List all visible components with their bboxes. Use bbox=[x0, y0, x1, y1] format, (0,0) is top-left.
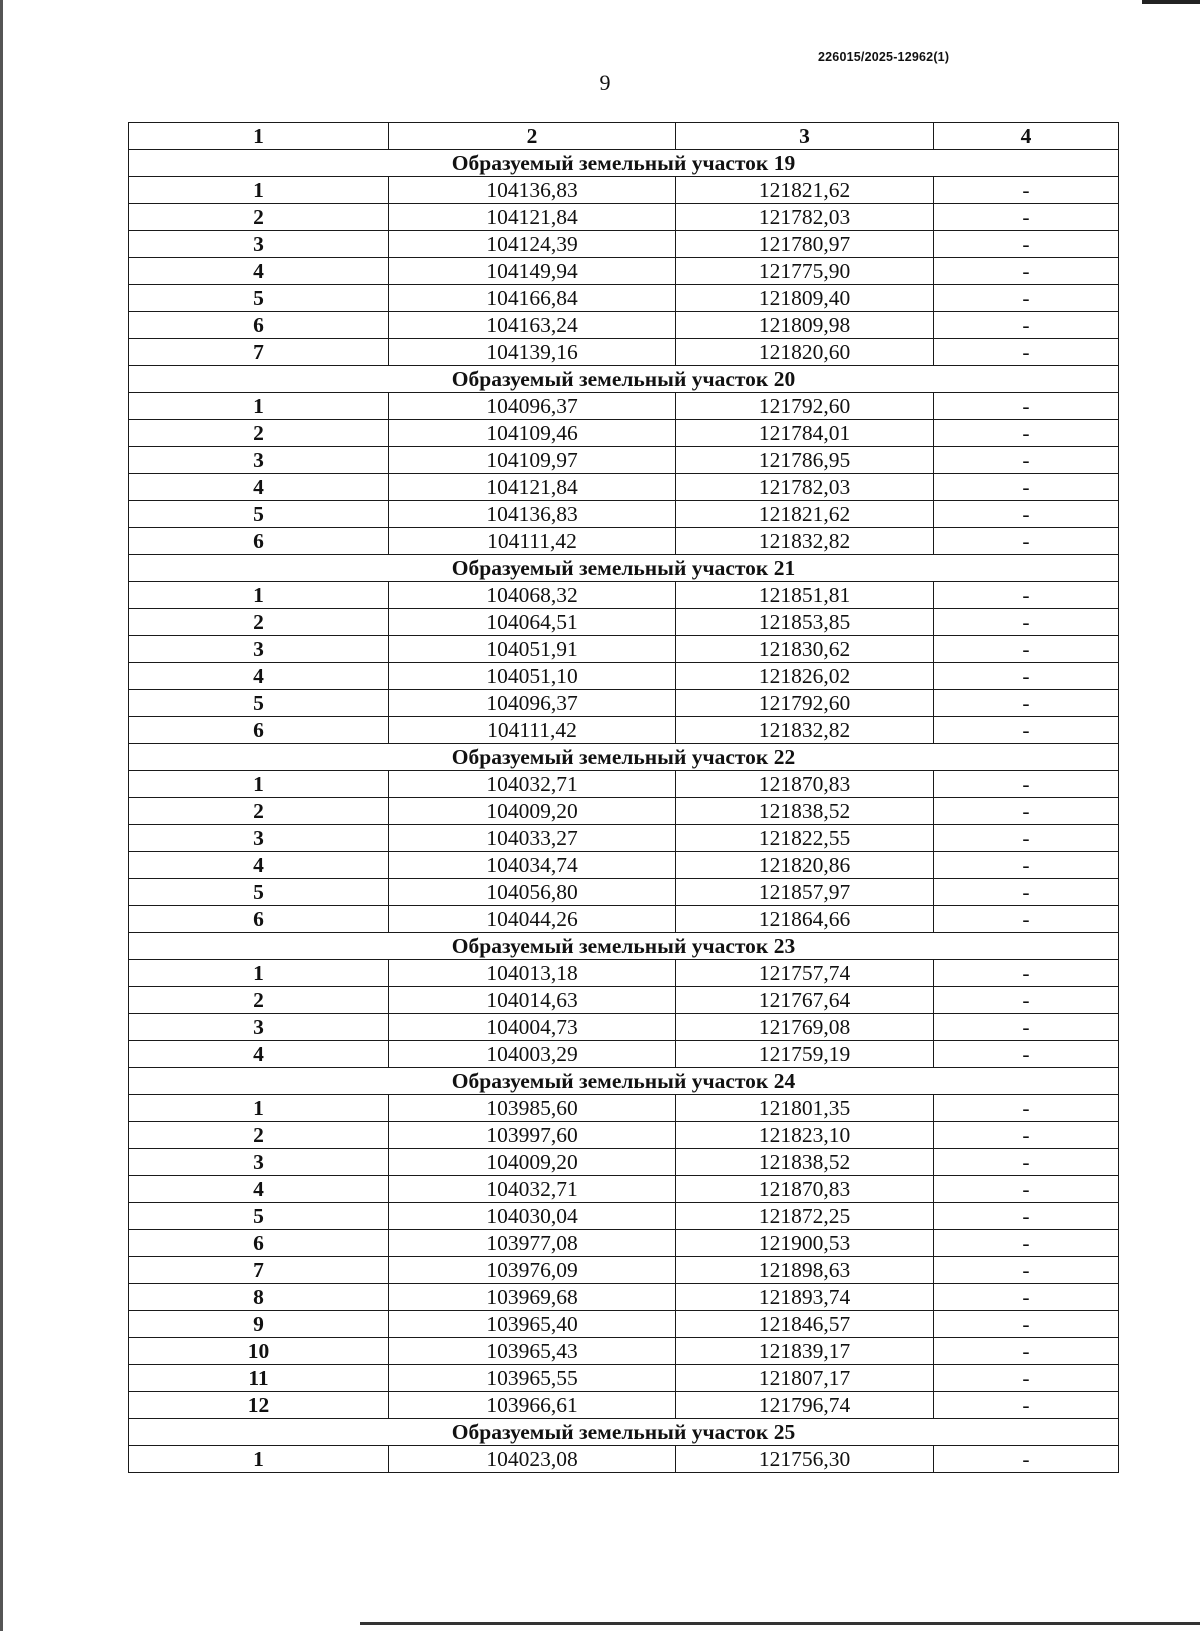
y-coordinate-cell: 121870,83 bbox=[676, 771, 934, 798]
table-row bbox=[129, 1122, 1119, 1149]
point-number-cell: 6 bbox=[129, 906, 389, 933]
y-coordinate-cell: 121857,97 bbox=[676, 879, 934, 906]
y-coordinate-cell: 121784,01 bbox=[676, 420, 934, 447]
x-coordinate-cell: 103976,09 bbox=[389, 1257, 676, 1284]
x-coordinate-cell: 104124,39 bbox=[389, 231, 676, 258]
section-title: Образуемый земельный участок 25 bbox=[129, 1419, 1119, 1446]
table-header bbox=[129, 123, 1119, 150]
x-coordinate-cell: 103965,55 bbox=[389, 1365, 676, 1392]
table-row bbox=[129, 690, 1119, 717]
table-row bbox=[129, 663, 1119, 690]
point-number-cell: 5 bbox=[129, 879, 389, 906]
mean-error-cell: - bbox=[934, 285, 1119, 312]
mean-error-cell: - bbox=[934, 609, 1119, 636]
table-row bbox=[129, 582, 1119, 609]
section-title: Образуемый земельный участок 20 bbox=[129, 366, 1119, 393]
table-row bbox=[129, 825, 1119, 852]
mean-error-cell: - bbox=[934, 1149, 1119, 1176]
x-coordinate-cell: 104056,80 bbox=[389, 879, 676, 906]
y-coordinate-cell: 121851,81 bbox=[676, 582, 934, 609]
table-row bbox=[129, 1392, 1119, 1419]
table-row bbox=[129, 960, 1119, 987]
point-number-cell: 5 bbox=[129, 285, 389, 312]
mean-error-cell: - bbox=[934, 582, 1119, 609]
point-number-cell: 5 bbox=[129, 1203, 389, 1230]
point-number-cell: 12 bbox=[129, 1392, 389, 1419]
y-coordinate-cell: 121786,95 bbox=[676, 447, 934, 474]
x-coordinate-cell: 104149,94 bbox=[389, 258, 676, 285]
y-coordinate-cell: 121839,17 bbox=[676, 1338, 934, 1365]
y-coordinate-cell: 121846,57 bbox=[676, 1311, 934, 1338]
y-coordinate-cell: 121792,60 bbox=[676, 393, 934, 420]
table-row bbox=[129, 1446, 1119, 1473]
point-number-cell: 2 bbox=[129, 1122, 389, 1149]
point-number-cell: 1 bbox=[129, 1446, 389, 1473]
section-header-row bbox=[129, 1068, 1119, 1095]
x-coordinate-cell: 104023,08 bbox=[389, 1446, 676, 1473]
point-number-cell: 2 bbox=[129, 798, 389, 825]
point-number-cell: 1 bbox=[129, 771, 389, 798]
x-coordinate-cell: 104136,83 bbox=[389, 501, 676, 528]
x-coordinate-cell: 103969,68 bbox=[389, 1284, 676, 1311]
y-coordinate-cell: 121838,52 bbox=[676, 1149, 934, 1176]
y-coordinate-cell: 121893,74 bbox=[676, 1284, 934, 1311]
y-coordinate-cell: 121756,30 bbox=[676, 1446, 934, 1473]
table-row bbox=[129, 1149, 1119, 1176]
table-row bbox=[129, 798, 1119, 825]
table-row bbox=[129, 474, 1119, 501]
x-coordinate-cell: 104009,20 bbox=[389, 1149, 676, 1176]
y-coordinate-cell: 121809,40 bbox=[676, 285, 934, 312]
y-coordinate-cell: 121832,82 bbox=[676, 528, 934, 555]
point-number-cell: 1 bbox=[129, 393, 389, 420]
y-coordinate-cell: 121801,35 bbox=[676, 1095, 934, 1122]
table-row bbox=[129, 1203, 1119, 1230]
mean-error-cell: - bbox=[934, 474, 1119, 501]
mean-error-cell: - bbox=[934, 231, 1119, 258]
point-number-cell: 6 bbox=[129, 717, 389, 744]
x-coordinate-cell: 104096,37 bbox=[389, 690, 676, 717]
section-header-row bbox=[129, 150, 1119, 177]
table-row bbox=[129, 1365, 1119, 1392]
point-number-cell: 8 bbox=[129, 1284, 389, 1311]
table-row bbox=[129, 906, 1119, 933]
x-coordinate-cell: 104004,73 bbox=[389, 1014, 676, 1041]
point-number-cell: 1 bbox=[129, 1095, 389, 1122]
table-row bbox=[129, 1014, 1119, 1041]
x-coordinate-cell: 104068,32 bbox=[389, 582, 676, 609]
column-header-2: 2 bbox=[389, 123, 676, 150]
x-coordinate-cell: 104111,42 bbox=[389, 717, 676, 744]
table-row bbox=[129, 312, 1119, 339]
mean-error-cell: - bbox=[934, 771, 1119, 798]
y-coordinate-cell: 121759,19 bbox=[676, 1041, 934, 1068]
section-header-row bbox=[129, 933, 1119, 960]
y-coordinate-cell: 121872,25 bbox=[676, 1203, 934, 1230]
mean-error-cell: - bbox=[934, 1392, 1119, 1419]
point-number-cell: 4 bbox=[129, 852, 389, 879]
point-number-cell: 5 bbox=[129, 690, 389, 717]
x-coordinate-cell: 104044,26 bbox=[389, 906, 676, 933]
x-coordinate-cell: 104121,84 bbox=[389, 474, 676, 501]
point-number-cell: 7 bbox=[129, 1257, 389, 1284]
mean-error-cell: - bbox=[934, 690, 1119, 717]
mean-error-cell: - bbox=[934, 393, 1119, 420]
scan-bottom-line bbox=[360, 1622, 1200, 1625]
mean-error-cell: - bbox=[934, 825, 1119, 852]
point-number-cell: 4 bbox=[129, 474, 389, 501]
section-header-row bbox=[129, 366, 1119, 393]
point-number-cell: 1 bbox=[129, 582, 389, 609]
mean-error-cell: - bbox=[934, 1095, 1119, 1122]
table-row bbox=[129, 231, 1119, 258]
table-row bbox=[129, 285, 1119, 312]
point-number-cell: 3 bbox=[129, 447, 389, 474]
table-row bbox=[129, 501, 1119, 528]
y-coordinate-cell: 121821,62 bbox=[676, 501, 934, 528]
point-number-cell: 9 bbox=[129, 1311, 389, 1338]
y-coordinate-cell: 121822,55 bbox=[676, 825, 934, 852]
mean-error-cell: - bbox=[934, 1122, 1119, 1149]
y-coordinate-cell: 121757,74 bbox=[676, 960, 934, 987]
y-coordinate-cell: 121767,64 bbox=[676, 987, 934, 1014]
mean-error-cell: - bbox=[934, 1230, 1119, 1257]
table-row bbox=[129, 1095, 1119, 1122]
table-row bbox=[129, 1257, 1119, 1284]
table-row bbox=[129, 1311, 1119, 1338]
point-number-cell: 1 bbox=[129, 177, 389, 204]
point-number-cell: 6 bbox=[129, 312, 389, 339]
point-number-cell: 6 bbox=[129, 528, 389, 555]
y-coordinate-cell: 121830,62 bbox=[676, 636, 934, 663]
x-coordinate-cell: 104013,18 bbox=[389, 960, 676, 987]
point-number-cell: 4 bbox=[129, 663, 389, 690]
mean-error-cell: - bbox=[934, 960, 1119, 987]
table-row bbox=[129, 528, 1119, 555]
mean-error-cell: - bbox=[934, 204, 1119, 231]
x-coordinate-cell: 104033,27 bbox=[389, 825, 676, 852]
table-row bbox=[129, 987, 1119, 1014]
table-row bbox=[129, 420, 1119, 447]
column-header-4: 4 bbox=[934, 123, 1119, 150]
x-coordinate-cell: 103965,43 bbox=[389, 1338, 676, 1365]
point-number-cell: 3 bbox=[129, 1149, 389, 1176]
x-coordinate-cell: 104009,20 bbox=[389, 798, 676, 825]
mean-error-cell: - bbox=[934, 717, 1119, 744]
x-coordinate-cell: 103965,40 bbox=[389, 1311, 676, 1338]
table-row bbox=[129, 879, 1119, 906]
point-number-cell: 5 bbox=[129, 501, 389, 528]
x-coordinate-cell: 103985,60 bbox=[389, 1095, 676, 1122]
point-number-cell: 2 bbox=[129, 420, 389, 447]
x-coordinate-cell: 104166,84 bbox=[389, 285, 676, 312]
mean-error-cell: - bbox=[934, 1014, 1119, 1041]
x-coordinate-cell: 103997,60 bbox=[389, 1122, 676, 1149]
mean-error-cell: - bbox=[934, 258, 1119, 285]
section-header-row bbox=[129, 1419, 1119, 1446]
x-coordinate-cell: 104109,46 bbox=[389, 420, 676, 447]
y-coordinate-cell: 121807,17 bbox=[676, 1365, 934, 1392]
mean-error-cell: - bbox=[934, 312, 1119, 339]
table-row bbox=[129, 447, 1119, 474]
table-row bbox=[129, 177, 1119, 204]
mean-error-cell: - bbox=[934, 1446, 1119, 1473]
x-coordinate-cell: 104051,91 bbox=[389, 636, 676, 663]
scan-left-edge bbox=[0, 0, 3, 1631]
table-row bbox=[129, 717, 1119, 744]
x-coordinate-cell: 104051,10 bbox=[389, 663, 676, 690]
mean-error-cell: - bbox=[934, 663, 1119, 690]
point-number-cell: 11 bbox=[129, 1365, 389, 1392]
column-header-3: 3 bbox=[676, 123, 934, 150]
table-row bbox=[129, 204, 1119, 231]
y-coordinate-cell: 121775,90 bbox=[676, 258, 934, 285]
point-number-cell: 3 bbox=[129, 231, 389, 258]
table-row bbox=[129, 636, 1119, 663]
mean-error-cell: - bbox=[934, 1041, 1119, 1068]
x-coordinate-cell: 104014,63 bbox=[389, 987, 676, 1014]
y-coordinate-cell: 121821,62 bbox=[676, 177, 934, 204]
point-number-cell: 10 bbox=[129, 1338, 389, 1365]
x-coordinate-cell: 104139,16 bbox=[389, 339, 676, 366]
column-header-1: 1 bbox=[129, 123, 389, 150]
x-coordinate-cell: 104003,29 bbox=[389, 1041, 676, 1068]
table-row bbox=[129, 609, 1119, 636]
table-body bbox=[129, 150, 1119, 1473]
mean-error-cell: - bbox=[934, 636, 1119, 663]
y-coordinate-cell: 121782,03 bbox=[676, 204, 934, 231]
mean-error-cell: - bbox=[934, 987, 1119, 1014]
y-coordinate-cell: 121832,82 bbox=[676, 717, 934, 744]
section-header-row bbox=[129, 555, 1119, 582]
table-row bbox=[129, 393, 1119, 420]
header-row bbox=[129, 123, 1119, 150]
scan-top-marks bbox=[1142, 0, 1200, 4]
x-coordinate-cell: 103966,61 bbox=[389, 1392, 676, 1419]
y-coordinate-cell: 121823,10 bbox=[676, 1122, 934, 1149]
table-row bbox=[129, 1176, 1119, 1203]
point-number-cell: 3 bbox=[129, 1014, 389, 1041]
mean-error-cell: - bbox=[934, 528, 1119, 555]
x-coordinate-cell: 104030,04 bbox=[389, 1203, 676, 1230]
table-row bbox=[129, 1041, 1119, 1068]
mean-error-cell: - bbox=[934, 1176, 1119, 1203]
y-coordinate-cell: 121826,02 bbox=[676, 663, 934, 690]
mean-error-cell: - bbox=[934, 1338, 1119, 1365]
x-coordinate-cell: 104111,42 bbox=[389, 528, 676, 555]
point-number-cell: 4 bbox=[129, 258, 389, 285]
section-title: Образуемый земельный участок 21 bbox=[129, 555, 1119, 582]
mean-error-cell: - bbox=[934, 339, 1119, 366]
page-number: 9 bbox=[599, 70, 611, 95]
y-coordinate-cell: 121820,86 bbox=[676, 852, 934, 879]
y-coordinate-cell: 121898,63 bbox=[676, 1257, 934, 1284]
x-coordinate-cell: 104032,71 bbox=[389, 771, 676, 798]
point-number-cell: 1 bbox=[129, 960, 389, 987]
point-number-cell: 4 bbox=[129, 1176, 389, 1203]
y-coordinate-cell: 121820,60 bbox=[676, 339, 934, 366]
mean-error-cell: - bbox=[934, 1365, 1119, 1392]
x-coordinate-cell: 104032,71 bbox=[389, 1176, 676, 1203]
y-coordinate-cell: 121796,74 bbox=[676, 1392, 934, 1419]
y-coordinate-cell: 121782,03 bbox=[676, 474, 934, 501]
table-row bbox=[129, 771, 1119, 798]
mean-error-cell: - bbox=[934, 879, 1119, 906]
mean-error-cell: - bbox=[934, 1311, 1119, 1338]
table-row bbox=[129, 1230, 1119, 1257]
mean-error-cell: - bbox=[934, 501, 1119, 528]
x-coordinate-cell: 104064,51 bbox=[389, 609, 676, 636]
y-coordinate-cell: 121838,52 bbox=[676, 798, 934, 825]
y-coordinate-cell: 121853,85 bbox=[676, 609, 934, 636]
table-row bbox=[129, 1284, 1119, 1311]
x-coordinate-cell: 104034,74 bbox=[389, 852, 676, 879]
y-coordinate-cell: 121864,66 bbox=[676, 906, 934, 933]
coordinates-table bbox=[128, 122, 1119, 1473]
point-number-cell: 3 bbox=[129, 636, 389, 663]
table-row bbox=[129, 1338, 1119, 1365]
mean-error-cell: - bbox=[934, 1203, 1119, 1230]
y-coordinate-cell: 121900,53 bbox=[676, 1230, 934, 1257]
mean-error-cell: - bbox=[934, 420, 1119, 447]
section-title: Образуемый земельный участок 24 bbox=[129, 1068, 1119, 1095]
x-coordinate-cell: 104121,84 bbox=[389, 204, 676, 231]
y-coordinate-cell: 121769,08 bbox=[676, 1014, 934, 1041]
point-number-cell: 3 bbox=[129, 825, 389, 852]
mean-error-cell: - bbox=[934, 906, 1119, 933]
mean-error-cell: - bbox=[934, 1257, 1119, 1284]
table-row bbox=[129, 339, 1119, 366]
mean-error-cell: - bbox=[934, 447, 1119, 474]
mean-error-cell: - bbox=[934, 798, 1119, 825]
x-coordinate-cell: 104109,97 bbox=[389, 447, 676, 474]
mean-error-cell: - bbox=[934, 1284, 1119, 1311]
x-coordinate-cell: 104163,24 bbox=[389, 312, 676, 339]
mean-error-cell: - bbox=[934, 852, 1119, 879]
y-coordinate-cell: 121809,98 bbox=[676, 312, 934, 339]
point-number-cell: 6 bbox=[129, 1230, 389, 1257]
point-number-cell: 4 bbox=[129, 1041, 389, 1068]
point-number-cell: 2 bbox=[129, 609, 389, 636]
mean-error-cell: - bbox=[934, 177, 1119, 204]
y-coordinate-cell: 121780,97 bbox=[676, 231, 934, 258]
table-row bbox=[129, 852, 1119, 879]
point-number-cell: 2 bbox=[129, 987, 389, 1014]
point-number-cell: 2 bbox=[129, 204, 389, 231]
y-coordinate-cell: 121792,60 bbox=[676, 690, 934, 717]
document-code: 226015/2025-12962(1) bbox=[818, 50, 950, 64]
point-number-cell: 7 bbox=[129, 339, 389, 366]
section-title: Образуемый земельный участок 22 bbox=[129, 744, 1119, 771]
section-title: Образуемый земельный участок 19 bbox=[129, 150, 1119, 177]
x-coordinate-cell: 103977,08 bbox=[389, 1230, 676, 1257]
section-header-row bbox=[129, 744, 1119, 771]
x-coordinate-cell: 104136,83 bbox=[389, 177, 676, 204]
x-coordinate-cell: 104096,37 bbox=[389, 393, 676, 420]
section-title: Образуемый земельный участок 23 bbox=[129, 933, 1119, 960]
y-coordinate-cell: 121870,83 bbox=[676, 1176, 934, 1203]
table-row bbox=[129, 258, 1119, 285]
